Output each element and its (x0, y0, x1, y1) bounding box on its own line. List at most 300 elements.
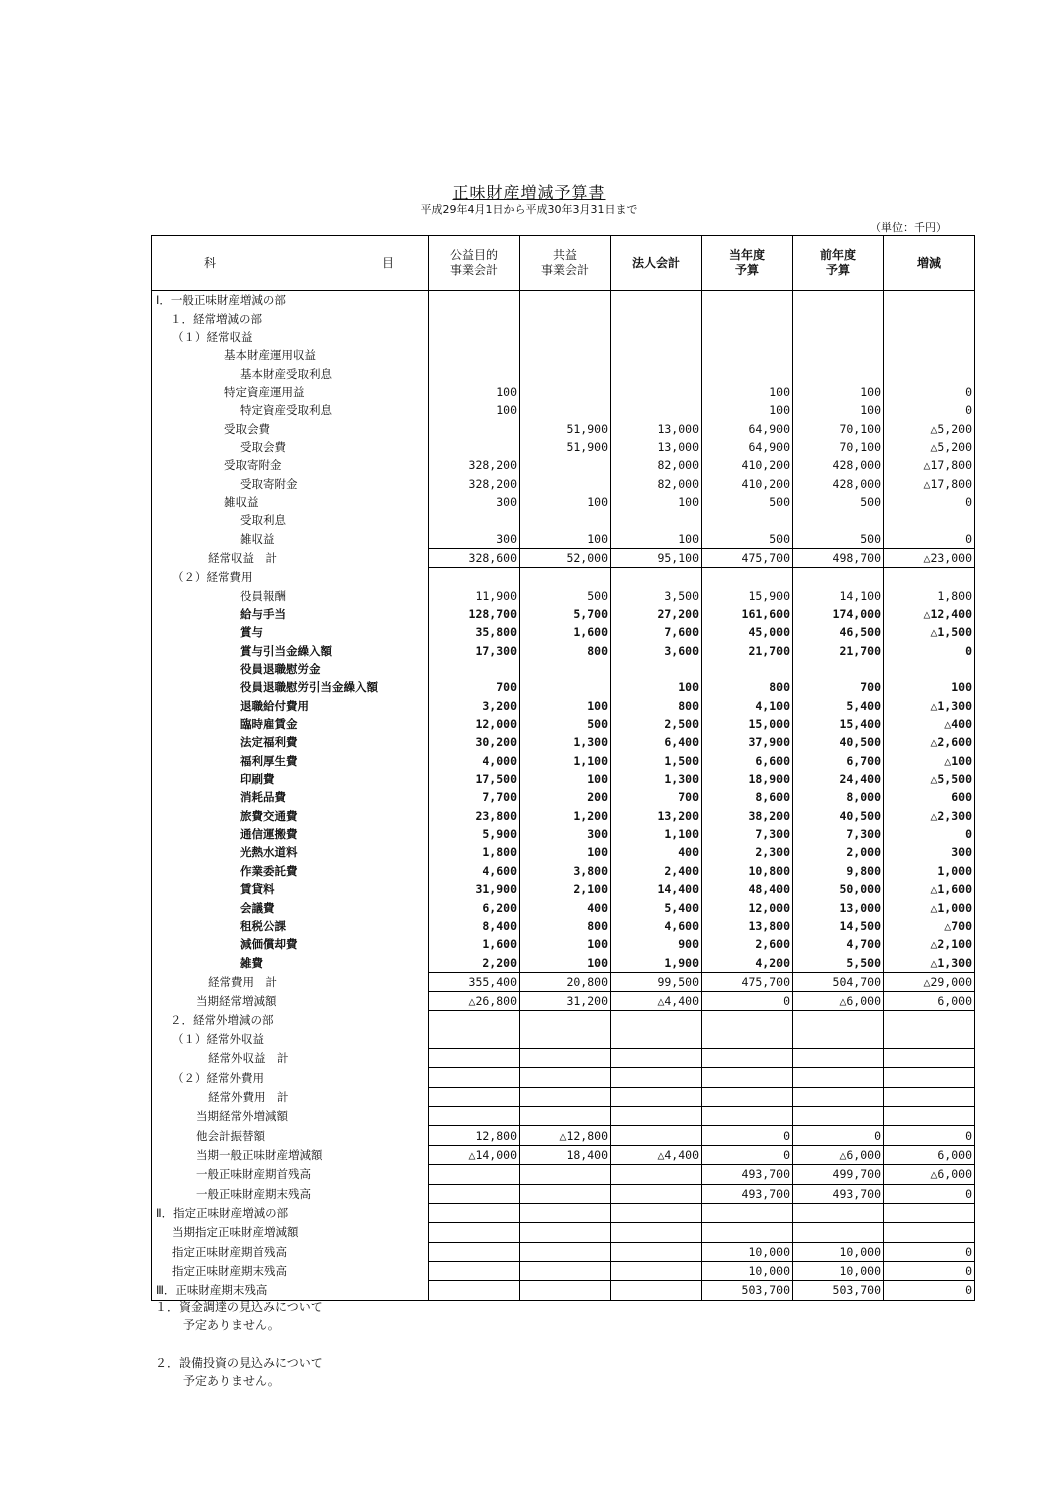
cell-value: 355,400 (429, 972, 520, 991)
cell-value: 4,700 (793, 935, 884, 953)
table-row (152, 623, 975, 641)
cell-value: 38,200 (702, 807, 793, 825)
cell-value (520, 1184, 611, 1203)
cell-value: 400 (520, 898, 611, 916)
cell-value (611, 1281, 702, 1300)
cell-value: 5,400 (611, 898, 702, 916)
table-row (152, 1223, 975, 1242)
cell-value (793, 291, 884, 310)
row-label: 作業委託費 (152, 862, 429, 880)
cell-value (884, 309, 975, 327)
cell-value: 3,500 (611, 587, 702, 605)
cell-value: 10,800 (702, 862, 793, 880)
row-label: Ⅲ．正味財産期末残高 (152, 1281, 429, 1300)
cell-value: 900 (611, 935, 702, 953)
row-label: （２）経常外費用 (152, 1068, 429, 1087)
table-row (152, 1087, 975, 1106)
cell-value (611, 1165, 702, 1184)
cell-value (520, 1011, 611, 1030)
row-label: 基本財産受取利息 (152, 364, 429, 382)
cell-value (611, 364, 702, 382)
cell-value (429, 438, 520, 456)
cell-value: 2,200 (429, 953, 520, 972)
cell-value: 0 (884, 1261, 975, 1280)
table-row (152, 309, 975, 327)
cell-value (702, 1203, 793, 1222)
unit-label: （単位：千円） (870, 221, 947, 234)
cell-value (702, 291, 793, 310)
table-row (152, 419, 975, 437)
cell-value: 100 (611, 529, 702, 548)
cell-value: 0 (884, 825, 975, 843)
cell-value: 5,400 (793, 697, 884, 715)
cell-value: 100 (520, 529, 611, 548)
row-label: 当期経常外増減額 (152, 1107, 429, 1126)
cell-value: 12,800 (429, 1126, 520, 1145)
cell-value: △1,500 (884, 623, 975, 641)
cell-value: △2,300 (884, 807, 975, 825)
cell-value (520, 401, 611, 419)
table-row (152, 568, 975, 587)
cell-value: △5,500 (884, 770, 975, 788)
row-label: １．経常増減の部 (152, 309, 429, 327)
row-label: 減価償却費 (152, 935, 429, 953)
cell-value: 328,600 (429, 548, 520, 567)
page-title: 正味財産増減予算書 (452, 183, 606, 202)
row-label: 印刷費 (152, 770, 429, 788)
cell-value (884, 1049, 975, 1068)
cell-value: 700 (611, 788, 702, 806)
row-label: 基本財産運用収益 (152, 346, 429, 364)
cell-value: 700 (793, 678, 884, 696)
cell-value (611, 1068, 702, 1087)
cell-value (520, 328, 611, 346)
cell-value: 400 (611, 843, 702, 861)
cell-value: 2,100 (520, 880, 611, 898)
cell-value: 27,200 (611, 605, 702, 623)
table-row (152, 1107, 975, 1126)
cell-value: △1,600 (884, 880, 975, 898)
cell-value: 800 (520, 917, 611, 935)
cell-value (520, 1107, 611, 1126)
cell-value: 24,400 (793, 770, 884, 788)
cell-value: 300 (429, 493, 520, 511)
cell-value: 500 (793, 529, 884, 548)
cell-value: 10,000 (793, 1242, 884, 1261)
row-label: （１）経常収益 (152, 328, 429, 346)
row-label: 旅費交通費 (152, 807, 429, 825)
cell-value (429, 328, 520, 346)
cell-value: 3,200 (429, 697, 520, 715)
cell-value: 14,100 (793, 587, 884, 605)
row-label: 受取利息 (152, 511, 429, 529)
cell-value: 600 (884, 788, 975, 806)
cell-value: 8,600 (702, 788, 793, 806)
cell-value: 100 (702, 383, 793, 401)
cell-value: 1,100 (611, 825, 702, 843)
cell-value (520, 1030, 611, 1049)
cell-value: △700 (884, 917, 975, 935)
table-row (152, 1126, 975, 1145)
cell-value: 174,000 (793, 605, 884, 623)
cell-value: 0 (884, 1242, 975, 1261)
row-label: 役員退職慰労引当金繰入額 (152, 678, 429, 696)
table-row (152, 733, 975, 751)
cell-value (702, 328, 793, 346)
table-row (152, 825, 975, 843)
cell-value (520, 1049, 611, 1068)
row-label: 給与手当 (152, 605, 429, 623)
cell-value (429, 1281, 520, 1300)
row-label: Ⅰ．一般正味財産増減の部 (152, 291, 429, 310)
table-row (152, 493, 975, 511)
header-current-year: 当年度 予算 (702, 236, 793, 291)
cell-value (793, 1068, 884, 1087)
table-row (152, 1049, 975, 1068)
cell-value: 8,400 (429, 917, 520, 935)
header-previous-year: 前年度 予算 (793, 236, 884, 291)
cell-value: 3,800 (520, 862, 611, 880)
cell-value (520, 1242, 611, 1261)
cell-value: 2,300 (702, 843, 793, 861)
cell-value: 0 (884, 493, 975, 511)
table-row (152, 770, 975, 788)
row-label: 受取寄附金 (152, 474, 429, 492)
table-row (152, 917, 975, 935)
cell-value: 2,600 (702, 935, 793, 953)
cell-value: 0 (793, 1126, 884, 1145)
cell-value (520, 309, 611, 327)
row-label: 当期一般正味財産増減額 (152, 1145, 429, 1164)
cell-value (520, 383, 611, 401)
cell-value: 1,900 (611, 953, 702, 972)
cell-value (429, 1184, 520, 1203)
cell-value: 13,000 (611, 419, 702, 437)
header-corporate: 法人会計 (611, 236, 702, 291)
cell-value: 45,000 (702, 623, 793, 641)
cell-value: 46,500 (793, 623, 884, 641)
cell-value: 1,500 (611, 752, 702, 770)
cell-value (429, 364, 520, 382)
table-row (152, 953, 975, 972)
cell-value: 21,700 (702, 642, 793, 660)
cell-value: 23,800 (429, 807, 520, 825)
row-label: 役員報酬 (152, 587, 429, 605)
cell-value (520, 474, 611, 492)
cell-value: 6,000 (884, 992, 975, 1011)
cell-value: 100 (520, 493, 611, 511)
table-row (152, 438, 975, 456)
cell-value: 504,700 (793, 972, 884, 991)
cell-value (884, 291, 975, 310)
table-row (152, 880, 975, 898)
cell-value: △12,400 (884, 605, 975, 623)
cell-value: 499,700 (793, 1165, 884, 1184)
cell-value: 498,700 (793, 548, 884, 567)
cell-value: 6,000 (884, 1145, 975, 1164)
cell-value: 475,700 (702, 972, 793, 991)
cell-value (429, 511, 520, 529)
cell-value (429, 1068, 520, 1087)
row-label: 指定正味財産期首残高 (152, 1242, 429, 1261)
cell-value: 5,500 (793, 953, 884, 972)
cell-value (520, 364, 611, 382)
row-label: 通信運搬費 (152, 825, 429, 843)
cell-value (429, 419, 520, 437)
cell-value: 493,700 (702, 1165, 793, 1184)
row-label: 特定資産受取利息 (152, 401, 429, 419)
cell-value: 0 (884, 529, 975, 548)
row-label: 雑収益 (152, 493, 429, 511)
cell-value (520, 291, 611, 310)
cell-value (520, 1068, 611, 1087)
cell-value (884, 364, 975, 382)
row-label: 経常費用 計 (152, 972, 429, 991)
cell-value (429, 291, 520, 310)
cell-value: 0 (884, 642, 975, 660)
row-label: 一般正味財産期首残高 (152, 1165, 429, 1184)
cell-value: 500 (520, 715, 611, 733)
table-row (152, 474, 975, 492)
cell-value: 70,100 (793, 438, 884, 456)
cell-value: 37,900 (702, 733, 793, 751)
cell-value: 0 (884, 1126, 975, 1145)
table-row (152, 1165, 975, 1184)
cell-value (520, 456, 611, 474)
cell-value: 0 (702, 992, 793, 1011)
cell-value: △1,000 (884, 898, 975, 916)
table-row (152, 642, 975, 660)
table-row (152, 935, 975, 953)
row-label: 特定資産運用益 (152, 383, 429, 401)
cell-value: 0 (702, 1145, 793, 1164)
cell-value: 82,000 (611, 456, 702, 474)
table-row (152, 715, 975, 733)
cell-value: 100 (793, 383, 884, 401)
cell-value: 12,000 (702, 898, 793, 916)
cell-value: 328,200 (429, 474, 520, 492)
cell-value: 1,300 (520, 733, 611, 751)
cell-value (429, 1030, 520, 1049)
cell-value (611, 1011, 702, 1030)
cell-value: △6,000 (793, 992, 884, 1011)
cell-value: △14,000 (429, 1145, 520, 1164)
row-label: 指定正味財産期末残高 (152, 1261, 429, 1280)
cell-value (611, 383, 702, 401)
cell-value: 503,700 (793, 1281, 884, 1300)
cell-value: 300 (429, 529, 520, 548)
table-row (152, 862, 975, 880)
row-label: 受取寄附金 (152, 456, 429, 474)
cell-value: 0 (884, 1281, 975, 1300)
cell-value (520, 1165, 611, 1184)
cell-value (520, 511, 611, 529)
table-row (152, 511, 975, 529)
cell-value (702, 309, 793, 327)
cell-value: 21,700 (793, 642, 884, 660)
cell-value: 1,300 (611, 770, 702, 788)
cell-value (793, 1011, 884, 1030)
cell-value (611, 660, 702, 678)
cell-value: 10,000 (793, 1261, 884, 1280)
cell-value (520, 1203, 611, 1222)
cell-value (429, 309, 520, 327)
cell-value (702, 1011, 793, 1030)
row-label: 当期指定正味財産増減額 (152, 1223, 429, 1242)
table-row (152, 697, 975, 715)
cell-value (429, 1107, 520, 1126)
cell-value (793, 660, 884, 678)
header-mutual-benefit: 共益 事業会計 (520, 236, 611, 291)
cell-value (611, 1087, 702, 1106)
table-row (152, 678, 975, 696)
cell-value: 1,100 (520, 752, 611, 770)
cell-value: 30,200 (429, 733, 520, 751)
cell-value (520, 660, 611, 678)
cell-value: 64,900 (702, 438, 793, 456)
row-label: 他会計振替額 (152, 1126, 429, 1145)
cell-value: 300 (520, 825, 611, 843)
table-row (152, 752, 975, 770)
row-label: （１）経常外収益 (152, 1030, 429, 1049)
row-label: 租税公課 (152, 917, 429, 935)
cell-value (793, 1030, 884, 1049)
table-row (152, 529, 975, 548)
cell-value: 100 (884, 678, 975, 696)
cell-value (429, 1242, 520, 1261)
cell-value: 52,000 (520, 548, 611, 567)
cell-value: 3,600 (611, 642, 702, 660)
cell-value: △400 (884, 715, 975, 733)
cell-value: 475,700 (702, 548, 793, 567)
cell-value (702, 1107, 793, 1126)
cell-value: 5,900 (429, 825, 520, 843)
table-row (152, 364, 975, 382)
header-row (152, 236, 975, 291)
row-label: 受取会費 (152, 419, 429, 437)
cell-value: △5,200 (884, 438, 975, 456)
note-title: １．資金調達の見込みについて (155, 1300, 323, 1314)
row-label: Ⅱ．指定正味財産増減の部 (152, 1203, 429, 1222)
row-label: 経常外費用 計 (152, 1087, 429, 1106)
cell-value: 15,400 (793, 715, 884, 733)
cell-value (520, 1261, 611, 1280)
cell-value (702, 1049, 793, 1068)
cell-value: 17,300 (429, 642, 520, 660)
cell-value: 20,800 (520, 972, 611, 991)
cell-value (793, 511, 884, 529)
row-label: 受取会費 (152, 438, 429, 456)
budget-table (151, 235, 975, 1301)
cell-value (429, 1223, 520, 1242)
cell-value: 2,000 (793, 843, 884, 861)
cell-value (793, 1049, 884, 1068)
note-block (155, 1354, 323, 1390)
cell-value (520, 1281, 611, 1300)
cell-value (611, 1126, 702, 1145)
cell-value: △12,800 (520, 1126, 611, 1145)
table-row (152, 972, 975, 991)
cell-value (702, 364, 793, 382)
cell-value: 2,500 (611, 715, 702, 733)
cell-value: 500 (520, 587, 611, 605)
table-row (152, 548, 975, 567)
table-row (152, 1242, 975, 1261)
cell-value: 328,200 (429, 456, 520, 474)
cell-value: △2,600 (884, 733, 975, 751)
cell-value (520, 678, 611, 696)
header-public-purpose: 公益目的 事業会計 (429, 236, 520, 291)
cell-value: 1,800 (429, 843, 520, 861)
note-block (155, 1298, 323, 1334)
cell-value: 100 (702, 401, 793, 419)
cell-value (611, 1030, 702, 1049)
cell-value: 4,100 (702, 697, 793, 715)
table-row (152, 1203, 975, 1222)
cell-value: 0 (884, 401, 975, 419)
table-row (152, 605, 975, 623)
cell-value (702, 568, 793, 587)
period-subtitle: 平成29年4月1日から平成30年3月31日まで (420, 203, 638, 216)
cell-value: 0 (702, 1126, 793, 1145)
cell-value: 99,500 (611, 972, 702, 991)
cell-value (429, 1203, 520, 1222)
cell-value (611, 1242, 702, 1261)
cell-value: 4,600 (429, 862, 520, 880)
cell-value: 40,500 (793, 733, 884, 751)
cell-value (429, 568, 520, 587)
cell-value (429, 1165, 520, 1184)
note-body: 予定ありません。 (183, 1374, 280, 1388)
cell-value: 7,700 (429, 788, 520, 806)
cell-value (793, 1223, 884, 1242)
cell-value (611, 1203, 702, 1222)
cell-value (702, 660, 793, 678)
cell-value: 2,400 (611, 862, 702, 880)
cell-value (702, 346, 793, 364)
cell-value: 500 (702, 529, 793, 548)
cell-value: 1,200 (520, 807, 611, 825)
cell-value: 100 (520, 697, 611, 715)
cell-value: 100 (611, 493, 702, 511)
cell-value: 6,700 (793, 752, 884, 770)
cell-value: △23,000 (884, 548, 975, 567)
cell-value: 0 (884, 383, 975, 401)
cell-value: 800 (520, 642, 611, 660)
row-label: 経常収益 計 (152, 548, 429, 567)
table-row (152, 1068, 975, 1087)
cell-value: 70,100 (793, 419, 884, 437)
cell-value: △4,400 (611, 1145, 702, 1164)
cell-value: △17,800 (884, 474, 975, 492)
cell-value: 1,000 (884, 862, 975, 880)
row-label: 会議費 (152, 898, 429, 916)
cell-value: 13,800 (702, 917, 793, 935)
cell-value (429, 1049, 520, 1068)
cell-value: 50,000 (793, 880, 884, 898)
row-label: 役員退職慰労金 (152, 660, 429, 678)
cell-value: 8,000 (793, 788, 884, 806)
cell-value (702, 1068, 793, 1087)
cell-value: 12,000 (429, 715, 520, 733)
cell-value (793, 364, 884, 382)
cell-value: 51,900 (520, 438, 611, 456)
cell-value (884, 1011, 975, 1030)
cell-value (884, 1223, 975, 1242)
row-label: 賞与引当金繰入額 (152, 642, 429, 660)
cell-value (611, 568, 702, 587)
cell-value: 100 (520, 953, 611, 972)
